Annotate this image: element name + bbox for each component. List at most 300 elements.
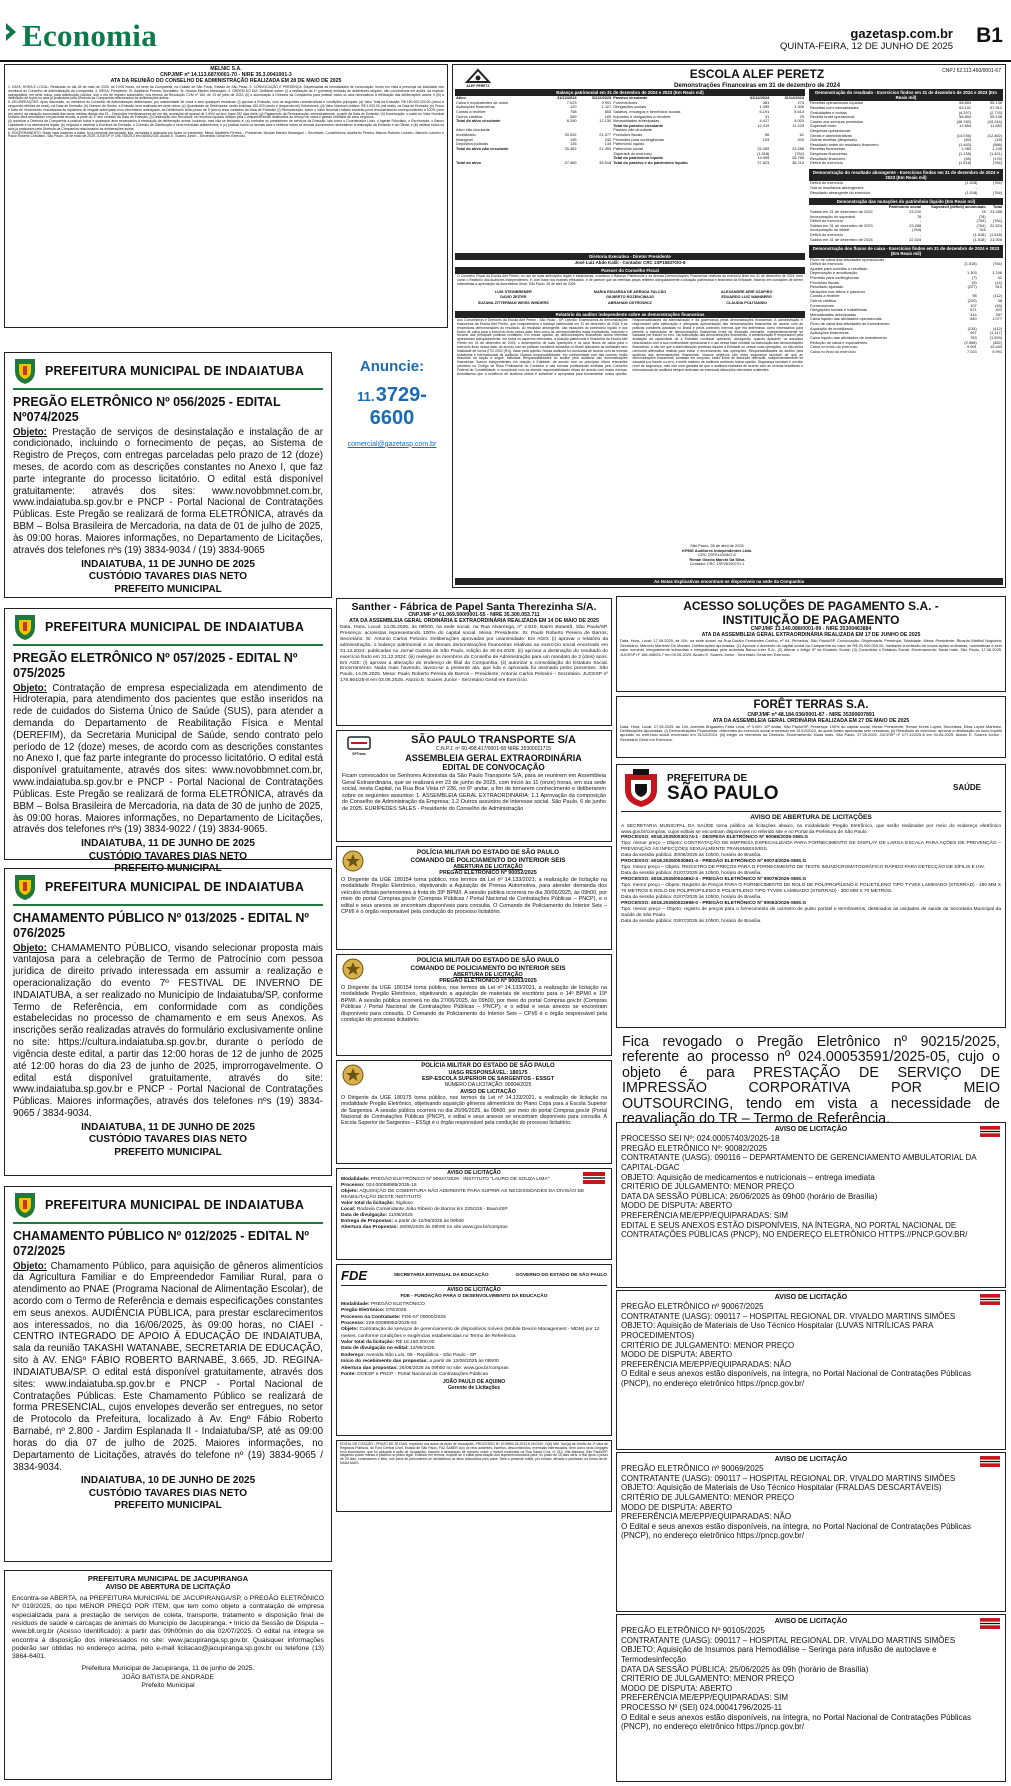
table-cell: - bbox=[1000, 227, 1002, 233]
sp-aviso-line: O Edital e seus anexos estão disponíveis, na íntegra, no Portal Nacional de Contratações Públicas (PNCP), no endereço eletrônico https://pncp.gov.br/ bbox=[621, 1712, 971, 1732]
table-cell: 63.101 bbox=[959, 104, 972, 110]
table-cell: (764) bbox=[992, 189, 1002, 195]
table-cell: 1.305 bbox=[794, 104, 804, 110]
table-cell: 414 bbox=[970, 311, 977, 317]
indaiatuba-pregao-057 bbox=[4, 608, 332, 875]
table-cell: Patrimônio social bbox=[613, 145, 643, 151]
alef-notes-footer: As Notas Explicativas encontram-se disponíveis na sede da Companhia bbox=[455, 578, 1003, 585]
sign-name: CUSTÓDIO TAVARES DIAS NETO bbox=[88, 850, 248, 862]
acesso-title: ACESSO SOLUÇÕES DE PAGAMENTO S.A. - bbox=[683, 599, 939, 613]
table-cell: 78 bbox=[916, 213, 922, 219]
issue-date: QUINTA-FEIRA, 12 DE JUNHO DE 2025 bbox=[780, 41, 953, 52]
anuncie-title: Anuncie: bbox=[359, 358, 425, 375]
pm-sub2: PREGÃO ELETRÔNICO Nº 90053/2025 bbox=[439, 978, 537, 985]
sptrans-logo-icon bbox=[347, 734, 371, 752]
objeto-label: Objeto: bbox=[13, 1260, 47, 1272]
section-chevron-icon bbox=[4, 22, 18, 42]
table-cell: (1.117) bbox=[989, 330, 1002, 336]
alef-dre-table bbox=[809, 101, 1003, 166]
line-value: 12/06/2025 bbox=[408, 1346, 435, 1352]
table-cell: 20.382 bbox=[564, 145, 577, 151]
auditor-sign-line: CRC 2SP014428/O-6 bbox=[698, 552, 736, 558]
sign-date: INDAIATUBA, 11 DE JUNHO DE 2025 bbox=[81, 558, 255, 570]
table-cell: 200 bbox=[797, 136, 804, 142]
table-cell: Total do ativo bbox=[456, 159, 481, 165]
table-cell: 23.288 bbox=[792, 145, 804, 151]
table-cell: Outros créditos bbox=[810, 298, 837, 304]
table-cell: Intangível bbox=[456, 136, 473, 142]
sp-aviso-line: PREFERÊNCIA ME/EPP/EQUIPARADAS: NÃO bbox=[621, 1359, 792, 1369]
line-label: Modalidade: bbox=[341, 1176, 370, 1182]
pm-cpi6-notice-1 bbox=[336, 846, 612, 950]
sp-aviso-title: AVISO DE LICITAÇÃO bbox=[774, 1126, 848, 1133]
auditor-sign-line: Renan Garcia Marchi Da Silva bbox=[689, 556, 745, 562]
anuncie-prefix: 11. bbox=[357, 388, 375, 404]
table-cell: Provisão para contingências bbox=[810, 274, 859, 280]
foret-cnpj: CNPJ/MF nº 48.184.036/0001-87 - NIRE 35300607891 bbox=[747, 711, 875, 718]
table-cell: 1.399 bbox=[759, 104, 770, 110]
pm-title1: POLÍCIA MILITAR DO ESTADO DE SÃO PAULO bbox=[416, 957, 560, 964]
pregao-title: PREGÃO ELETRÔNICO Nº 057/2025 - EDITAL Nº 075/2025 bbox=[13, 651, 298, 680]
pm-title2: UASG RESPONSÁVEL: 180175 bbox=[448, 1070, 528, 1077]
objeto-label: Objeto: bbox=[13, 942, 47, 954]
table-cell: 58.804 bbox=[959, 114, 972, 120]
sign-role: PREFEITO MUNICIPAL bbox=[114, 1500, 222, 1512]
chamamento-title: CHAMAMENTO PÚBLICO Nº 012/2025 - EDITAL Nº 072/2025 bbox=[13, 1229, 309, 1258]
table-cell: 20.052 bbox=[564, 132, 577, 138]
pm-badge-icon bbox=[341, 957, 365, 983]
notice-line bbox=[341, 1225, 607, 1231]
table-cell: 1.117 bbox=[601, 104, 612, 110]
table-cell: Salários, encargos e benefícios sociais bbox=[613, 109, 681, 115]
indaiatuba-pregao-056 bbox=[4, 352, 332, 598]
sp-aviso-line: OBJETO: Aquisição de Insumos para Hemodiálise – Seringa para infusão de autoclave e Termodesinfecção bbox=[621, 1645, 937, 1665]
sign-name: JOÃO BATISTA DE ANDRADE bbox=[122, 1673, 214, 1681]
alef-notice bbox=[452, 64, 1006, 588]
alef-dre-title: Demonstração do resultado - Exercícios findos em 31 de dezembro de 2024 e 2023 (Em Reais mil) bbox=[809, 89, 1003, 101]
table-cell: 38.210 bbox=[792, 159, 804, 165]
chamamento-body: Chamamento Público, para aquisição de gêneros alimentícios da Agricultura Familiar e do Empreendedor Familiar Rural, para o atendimento ao PNAE (Programa Nacional de Alimentação Escolar), de acordo com o Termo de Referência e demais especificações constantes em seus anexos. AUDIÊNCIA PÚBLICA, para prestar esclarecimentos aos interessados, no dia 16/06/2025, às 09:00 horas, no CIAEI - CENTRO INTEGRADO DE APOIO À EDUCAÇÃO DE INDAIATUBA, sala da reunião TAKASHI WATANABE, SECRETARIA DE EDUCAÇÃO, sito à AV. ENGº FÁBIO ROBERTO BARNABÉ, 3.665, JD. REGINA-INDAIATUBA/SP. O edital está disponível gratuitamente, através dos sites: www.indaiatuba.sp.gov.br e PNCP - Portal Nacional de Contratações Públicas. Este Chamamento Público se realizará de forma PRESENCIAL, cujos envelopes deverão ser entregues, no setor de Protocolo da Prefeitura, localizado à Av. Engº Fábio Roberto Barnabé, nº 2.800 - Jardim Esplanada II - Indaiatuba/SP, até as 09:00 horas do dia 07 de julho de 2025. Maiores informações, no Departamento de Licitações, através do telefone nº (19) 3834-9065 / 3834-9034. bbox=[13, 1260, 323, 1473]
sign-date: INDAIATUBA, 10 DE JUNHO DE 2025 bbox=[80, 1475, 256, 1487]
table-cell: Incorporação do déficit bbox=[810, 227, 850, 233]
indaiatuba-chamamento-012 bbox=[4, 1186, 332, 1562]
santher-body: Data, Hora, Local: 14.05.2025, às 09h00, na sede social, na Rua Alvarenga, nº 2.510, Bairro Butantã, São Paulo/SP. Presença: acionistas representando 100% do capital social. Mesa: Presidente: Sr. Paulo Roberto Pereira de Barros; Secretário: Sr. Antonio Carlos Pelosini. Deliberações aprovadas por unanimidade: Em AGO: (i) aprovar o relatório da administração, o balanço patrimonial e as demais demonstrações financeiras relativas ao exercício social encerrado em 31.12.2024, publicadas no Jornal Gazeta de São Paulo, edição de 30.04.2025; (ii) aprovar a destinação do resultado do exercício findo em 31.12.2024; (iii) reeleger os membros do Conselho de Administração para um mandato de 2 (dois) anos. Em AGE: (i) aprovar a alteração do endereço de filial da Companhia; (ii) autorizar a consolidação do Estatuto Social. Encerramento: Nada mais havendo, lavrou-se a presente ata, que lida e aprovada foi assinada pelos presentes. São Paulo, 14.05.2025. Mesa: Paulo Roberto Pereira de Barros – Presidente; Antonio Carlos Pelosini – Secretário. JUCESP nº 176.864/25-8 em 03.06.2025. Aloizio E. Soares Junior - Secretário Geral em Exercício. bbox=[340, 625, 608, 684]
bp-header-cell: Ativo bbox=[456, 95, 466, 101]
table-cell: Outras receitas (despesas) bbox=[810, 137, 857, 143]
sp-aviso-line: OBJETO: Aquisição de medicamentos e nutricionais – entrega imediata bbox=[621, 1172, 875, 1182]
table-cell: (588) bbox=[992, 141, 1002, 147]
header-rule bbox=[0, 60, 1011, 62]
prefsp-item: PROCESSO: 6018.2025/0022698-0 - PREGÃO ELETRÔNICO Nº 90063/2025-SMS.G bbox=[621, 900, 807, 906]
table-cell: Déficit do exercício bbox=[810, 261, 843, 267]
table-cell: (234) bbox=[967, 325, 977, 331]
prefsp-item: Data da sessão pública: 02/07/2025 às 10h00, horário de Brasília. bbox=[621, 894, 762, 900]
indaiatuba-title: PREFEITURA MUNICIPAL DE INDAIATUBA bbox=[45, 1197, 305, 1212]
table-cell: 22.524 bbox=[990, 222, 1002, 228]
line-value: 26/06/2025 às 09h00 no site www.gov.br/compras bbox=[398, 1224, 508, 1230]
site-name[interactable]: gazetasp.com.br bbox=[850, 26, 953, 41]
table-cell: Obrigações sociais bbox=[613, 104, 647, 110]
anuncie-phone[interactable]: 3729-6600 bbox=[369, 383, 427, 430]
sp-aviso-line: OBJETO: Aquisição de Materiais de Uso Técnico Hospitalar (LUVAS NITRÍLICAS PARA PROCEDIMENTOS) bbox=[621, 1321, 933, 1341]
melnic-notice bbox=[4, 64, 448, 328]
table-cell: (48) bbox=[995, 302, 1002, 308]
sign-role: PREFEITO MUNICIPAL bbox=[114, 863, 222, 875]
line-value: DOESP e PNCP - Portal Nacional de Contratações Públicas bbox=[355, 1371, 488, 1377]
table-cell: (764) bbox=[992, 180, 1002, 186]
table-cell: Superávit bruto bbox=[810, 123, 837, 129]
table-cell: Saldos em 31 de dezembro de 2022 bbox=[810, 208, 873, 214]
prefeitura-sp-saude-notice bbox=[616, 764, 1006, 1028]
melnic-title: ATA DA REUNIÃO DO CONSELHO DE ADMINISTRAÇÃO REALIZADA EM 28 DE MAIO DE 2025 bbox=[110, 77, 342, 84]
sptrans-cnpj: C.N.P.J. nº 60.498.417/0001-58 NIRE 35300011715 bbox=[435, 745, 552, 752]
table-cell: Custos dos serviços prestados bbox=[810, 118, 863, 124]
alef-board-title: Diretoria Executiva - Diretor Presidente bbox=[455, 253, 805, 260]
table-cell: Déficit do exercício bbox=[810, 218, 843, 224]
sp-government-logo-icon bbox=[980, 1456, 1000, 1467]
table-cell: 169 bbox=[604, 113, 612, 119]
table-cell: Incorporação do superávit bbox=[810, 213, 855, 219]
alef-report-title: Parecer do Conselho Fiscal bbox=[455, 267, 805, 274]
table-cell: (55) bbox=[964, 155, 972, 161]
prefsp-dept: SAÚDE bbox=[952, 783, 981, 793]
table-cell: (1.518) bbox=[964, 261, 977, 267]
sp-city-crest-icon bbox=[621, 768, 661, 808]
section-title: Economia bbox=[22, 18, 158, 53]
table-cell: 61 bbox=[799, 132, 804, 138]
table-cell: 6.191 bbox=[759, 109, 770, 115]
santher-title: Santher - Fábrica de Papel Santa Therezinha S/A. bbox=[351, 601, 597, 613]
table-cell: 758 bbox=[570, 109, 577, 115]
signer-name: ABRAHAM OSTROWICZ bbox=[608, 300, 652, 305]
table-cell: (18) bbox=[995, 137, 1002, 143]
table-cell: 57.912 bbox=[990, 104, 1002, 110]
table-cell: Mensalidades antecipadas bbox=[810, 311, 857, 317]
objeto-label: Objeto: bbox=[13, 426, 47, 438]
anuncie-email[interactable]: comercial@gazetasp.com.br bbox=[347, 440, 437, 448]
table-cell: 14.995 bbox=[757, 155, 770, 161]
pm-sub1: ABERTURA DE LICITAÇÃO bbox=[453, 972, 523, 979]
table-cell: (1.529) bbox=[989, 334, 1002, 340]
fde-org1: SECRETARIA ESTADUAL DA EDUCAÇÃO bbox=[393, 1272, 489, 1278]
table-cell: Caixa no final do exercício bbox=[810, 348, 856, 354]
sp-aviso-box bbox=[616, 1614, 1006, 1782]
line-label: Fonte: bbox=[341, 1371, 356, 1377]
table-cell: 12.654 bbox=[959, 123, 972, 129]
alef-logo bbox=[457, 68, 499, 89]
table-cell: Caixa e equivalentes de caixa bbox=[456, 99, 508, 105]
table-cell: (78) bbox=[978, 213, 986, 219]
acesso-notice bbox=[616, 596, 1006, 692]
prefsp-item: Tipo: menor preço – Objeto: REGISTRO DE PREÇOS PARA O FORNECIMENTO DE TESTE IMUNOCROMATOGRÁFICO RÁPIDO PARA DETECÇÃO DE SÍFILIS E HIV. bbox=[621, 865, 986, 871]
indaiatuba-crest-icon bbox=[13, 357, 37, 385]
bp-header-cell: Passivo circulante bbox=[613, 95, 648, 101]
sp-aviso-box bbox=[616, 1452, 1006, 1612]
table-cell: - bbox=[1000, 213, 1002, 219]
table-cell: Provisões fiscais bbox=[810, 279, 839, 285]
lauro-title: AVISO DE LICITAÇÃO bbox=[447, 1170, 501, 1176]
sign-role: PREFEITO MUNICIPAL bbox=[114, 583, 222, 595]
table-cell: (1.518) bbox=[958, 160, 972, 166]
alef-doc-title: Demonstrações Financeiras em 31 de dezembro de 2024 bbox=[673, 82, 841, 90]
pm-title3: ESP-ESCOLA SUPERIOR DE SARGENTOS - ESSGT bbox=[421, 1076, 555, 1083]
table-cell: 193 bbox=[762, 136, 770, 142]
table-cell: 510 bbox=[995, 284, 1002, 290]
indaiatuba-crest-icon bbox=[13, 1191, 37, 1219]
table-cell: Fluxo de caixa das atividades de investimento bbox=[810, 321, 890, 327]
fde-lines bbox=[341, 1302, 607, 1379]
table-cell: 24.269 bbox=[757, 145, 770, 151]
table-cell: 1.303 bbox=[966, 270, 977, 276]
table-cell: (764) bbox=[912, 227, 922, 233]
table-cell: Resultado abrangente do exercício bbox=[810, 189, 871, 195]
prefsp-item: A SECRETARIA MUNICIPAL DA SAÚDE torna público as licitações abaixo, na modalidade Pregão Eletrônico, que serão realizadas por meio do endereço eletrônico www.gov.br/compras, cujos editais se encontram disponíveis no referido site e no Portal da Prefeitura de São Paulo. bbox=[621, 823, 1001, 835]
pm-sub1: NÚMERO DA LICITAÇÃO: 90004/2025 bbox=[444, 1081, 532, 1088]
table-cell: (2.776) bbox=[989, 109, 1002, 115]
sp-aviso-line: DATA DA SESSÃO PÚBLICA: 25/06/2025 às 09h (horário de Brasília) bbox=[621, 1664, 869, 1674]
pm-title2: COMANDO DE POLICIAMENTO DO INTERIOR SEIS bbox=[410, 856, 566, 864]
table-cell: Total do passivo circulante bbox=[613, 122, 664, 128]
table-cell: 9.991 bbox=[601, 99, 612, 105]
line-label: Data de divulgação: bbox=[341, 1212, 388, 1218]
sp-aviso-line: OBJETO: Aquisição de Materiais de Uso Técnico Hospitalar (FRALDAS DESCARTÁVEIS) bbox=[621, 1483, 942, 1493]
table-cell: 26.766 bbox=[792, 155, 804, 161]
sp-aviso-line: CONTRATANTE (UASG): 090117 – HOSPITAL REGIONAL DR. VIVALDO MARTINS SIMÕES bbox=[621, 1635, 956, 1645]
indaiatuba-crest-icon bbox=[13, 873, 37, 901]
table-cell: Fluxo de caixa das atividades operacionais bbox=[810, 256, 885, 262]
table-cell: 1.245 bbox=[992, 146, 1002, 152]
line-label: Local: bbox=[341, 1206, 356, 1212]
signer-name: CLAUDIA POLITANSKI bbox=[726, 300, 768, 305]
table-cell: (1.138) bbox=[958, 151, 972, 157]
sp-aviso-line: CRITÉRIO DE JULGAMENTO: MENOR PREÇO bbox=[621, 1674, 795, 1684]
pm-sub2: AVISO DE LICITAÇÃO bbox=[460, 1088, 516, 1095]
table-cell: Déficit do exercício bbox=[810, 180, 843, 186]
sp-aviso-line: EDITAL E SEUS ANEXOS ESTÃO DISPONÍVEIS, NA ÍNTEGRA, NO PORTAL NACIONAL DE CONTRATAÇÕES PÚBLICAS (PNCP), NO ENDEREÇO ELETRÔNICO HTTPS://PNCP.GOV.BR/ bbox=[621, 1220, 968, 1240]
table-cell: (5) bbox=[971, 279, 977, 285]
sp-aviso-line: PREFERÊNCIA ME/EPP/EQUIPARADAS: NÃO bbox=[621, 1512, 792, 1522]
notice-line bbox=[341, 1372, 607, 1378]
santher-cnpj: CNPJ/MF nº 61.069.500/0001-55 - NIRE 35.300.053.711 bbox=[408, 612, 540, 619]
table-cell: (1.518) bbox=[965, 180, 978, 186]
table-cell: (43.244) bbox=[987, 118, 1002, 124]
alef-dra-title: Demonstração do resultado abrangente - Exercícios findos em 31 de dezembro de 2024 e 2023 (Em Reais mil) bbox=[809, 169, 1003, 181]
line-value: PREGÃO ELETRÔNICO Nº 90047/2025 - INSTITUTO "LAURO DE SOUZA LIMA" bbox=[369, 1176, 550, 1182]
table-cell: Saldos em 31 de dezembro de 2023 bbox=[810, 222, 873, 228]
line-value: AQUISIÇÃO DE COBERTURA NÃO ADERENTE PARA SUPRIR AS NECESSIDADES DA DIVISÃO DE REABILITAÇÃO DESTE INSTITUTO bbox=[341, 1188, 585, 1200]
alef-auditor-text: Aos Conselheiros e Diretores da Escola Alef Peretz - São Paulo - SP. Opinião: Examinamos as demonstrações financeiras da Escola Alef Peretz, que compreendem o balanço patrimonial em 31 de dezembro de 2024 e as respectivas demonstrações do resultado, do resultado abrangente, das mutações do patrimônio líquido e dos fluxos de caixa para o exercício findo nessa data, bem como as correspondentes notas explicativas, incluindo o resumo das principais políticas contábeis. Em nossa opinião, as demonstrações financeiras acima referidas apresentam adequadamente, em todos os aspectos relevantes, a posição patrimonial e financeira da Escola Alef Peretz em 31 de dezembro de 2024, o desempenho de suas operações e os seus fluxos de caixa para o exercício findo nessa data, de acordo com as práticas contábeis adotadas no Brasil aplicáveis às entidades sem finalidade de lucros (ITG 2002 (R1)). Base para opinião: Nossa auditoria foi conduzida de acordo com as normas brasileiras e internacionais de auditoria. Nossas responsabilidades, em conformidade com tais normas, estão descritas na seção a seguir, intitulada Responsabilidades do auditor pela auditoria das demonstrações financeiras. Somos independentes em relação à Entidade, de acordo com os princípios éticos relevantes previstos no Código de Ética Profissional do Contador e nas normas profissionais emitidas pelo Conselho Federal de Contabilidade, e cumprimos com as demais responsabilidades éticas de acordo com essas normas. Acreditamos que a evidência de auditoria obtida é suficiente e apropriada para fundamentar nossa opinião. Responsabilidades da administração e da governança pelas demonstrações financeiras: A administração é responsável pela elaboração e adequada apresentação das demonstrações financeiras de acordo com as práticas contábeis adotadas no Brasil e pelos controles internos que ela determinou como necessários para permitir a elaboração de demonstrações financeiras livres de distorção relevante, independentemente se causada por fraude ou erro. Na elaboração das demonstrações financeiras, a administração é responsável pela avaliação da capacidade de a Entidade continuar operando, divulgando, quando aplicável, os assuntos relacionados com a sua continuidade operacional e o uso dessa base contábil na elaboração das demonstrações financeiras, a não ser que a administração pretenda liquidar a Entidade ou cessar suas operações, ou não tenha nenhuma alternativa realista para evitar o encerramento das operações. Responsabilidades do auditor pela auditoria das demonstrações financeiras: Nossos objetivos são obter segurança razoável de que as demonstrações financeiras, tomadas em conjunto, estão livres de distorção relevante, independentemente se causada por fraude ou erro, e emitir relatório de auditoria contendo nossa opinião. Segurança razoável é um alto nível de segurança, mas não uma garantia de que a auditoria realizada de acordo com as normas brasileiras e internacionais de auditoria sempre detectam as eventuais distorções relevantes existentes. bbox=[457, 318, 803, 376]
table-cell: - bbox=[976, 184, 978, 190]
table-cell: Contas a receber bbox=[456, 109, 486, 115]
prefsp-item: Data da sessão pública: 30/06/2025 às 10h00, horário de Brasília. bbox=[621, 853, 762, 859]
table-cell: 1.246 bbox=[992, 270, 1002, 276]
table-cell: 23.288 bbox=[990, 208, 1002, 214]
alef-auditor-sign bbox=[631, 544, 803, 567]
table-cell: Outros resultados abrangentes bbox=[810, 184, 864, 190]
pm-cpi6-notice-2 bbox=[336, 954, 612, 1056]
line-label: Processo na Contratante: bbox=[341, 1314, 401, 1320]
table-cell: (220) bbox=[967, 298, 977, 304]
table-cell: Aplicações financeiras bbox=[456, 104, 495, 110]
table-cell: 1.083 bbox=[961, 146, 972, 152]
pm-body: O Dirigente da UGE 180154 torna público, nos termos da Lei nº 14.133/2021, a realização de licitação na modalidade Pregão Eletrônico, objetivando a aquisição de materiais de escritório para o 14º BPM/I e 19º BPM/I. A sessão pública ocorrerá no dia 27/06/2025, às 09h00, por meio do portal Compras.gov.br (Compras Públicas / Portal Nacional de Contratações Públicas – PNCP), e o edital e seus anexos se encontram disponíveis para consulta. O Comando de Policiamento do Interior Seis – CPI/6 é o órgão responsável pela condução do processo licitatório. bbox=[341, 984, 607, 1024]
table-cell: 7.023 bbox=[966, 348, 977, 354]
table-cell: Receitas com mensalidades bbox=[810, 104, 859, 110]
alef-cnpj: CNPJ 62.113.460/0001-67 bbox=[942, 68, 1001, 74]
sp-aviso-line: CONTRATANTE (UASG): 090117 – HOSPITAL REGIONAL DR. VIVALDO MARTINS SIMÕES bbox=[621, 1473, 956, 1483]
table-cell: 9.991 bbox=[966, 344, 977, 350]
fde-org2: GOVERNO DO ESTADO DE SÃO PAULO bbox=[515, 1272, 607, 1278]
melnic-p4: 6. ENCERRAMENTO: Nada mais havendo a tratar, foi a presente ata lavrada, lida, aprovada e assinada por todos os presentes. Mesa: Adalberto Pereira – Presidente; Nicolas Martins Marangoni – Secretário. Conselheiros: Adalberto Pereira, Marcos Roberto Loureiro, Marcelo Loureiro e Paulo Roberto Cristófaro. São Paulo, 28 de maio de 2025. JUCESP nº 198.745/25-3 em 06/06/2025. Aloizio E. Soares Junior – Secretário Geral em Exercício. bbox=[8, 130, 444, 139]
table-cell: 11.892 bbox=[990, 123, 1002, 129]
table-cell: Caixa no início do exercício bbox=[810, 344, 858, 350]
auditor-sign-line: KPMG Auditores Independentes Ltda. bbox=[682, 547, 752, 553]
line-value: a partir de 12/06/2025 às 09h00 bbox=[393, 1218, 464, 1224]
foret-notice bbox=[616, 696, 1006, 758]
table-cell: Aquisição de imobilizado bbox=[810, 325, 853, 331]
table-cell: 107 bbox=[970, 302, 977, 308]
table-cell: Caixa líquido das atividades operacionais bbox=[810, 316, 882, 322]
table-cell: Déficit do exercício bbox=[810, 160, 843, 166]
fde-sub: FDE - FUNDAÇÃO PARA O DESENVOLVIMENTO DA EDUCAÇÃO bbox=[400, 1294, 548, 1300]
sptrans-body: Ficam convocados os Senhores Acionistas da São Paulo Transporte S/A, para se reunirem em Assembleia Geral Extraordinária, que se realizará em 23 de junho de 2025, com início às 11 (onze) horas, em sua sede social, nesta Capital, na Rua Boa Vista nº 236, no 6º andar, a fim de tomarem conhecimento e deliberarem sobre os seguintes assuntos: 1. ASSEMBLEIA GERAL EXTRAORDINÁRIA: 1.1 Aprovação da composição do Conselho de Administração da Empresa; 1.2 Outros assuntos de interesse social. São Paulo, 6 de junho de 2025. EURÍPEDES SALES - Presidente do Conselho de Administração bbox=[342, 772, 606, 812]
alef-name: ESCOLA ALEF PERETZ bbox=[689, 67, 825, 81]
fde-sign-role: Gerente de Licitações bbox=[448, 1385, 500, 1392]
pm-title1: POLÍCIA MILITAR DO ESTADO DE SÃO PAULO bbox=[416, 849, 560, 856]
table-cell: Aplicações financeiras bbox=[810, 330, 849, 336]
table-cell: Total do ativo não circulante bbox=[456, 145, 509, 151]
sp-aviso-line: PROCESSO SEI Nº: 024.00057403/2025-18 bbox=[621, 1134, 780, 1144]
table-cell: Despesas financeiras bbox=[810, 151, 848, 157]
foret-sub: ATA DA ASSEMBLEIA GERAL ORDINÁRIA REALIZADA EM 27 DE MAIO DE 2025 bbox=[712, 717, 910, 724]
dmpl-header-cell: Patrimônio social bbox=[888, 204, 922, 210]
table-cell: 287 bbox=[995, 311, 1002, 317]
line-label: Abertura das propostas: bbox=[341, 1365, 398, 1371]
prefsp-item: PROCESSO: 6018.2025/0030174-1 - DESPESA ELETRÔNICO Nº 90068/2025-SMS.G bbox=[621, 835, 809, 841]
table-cell: 38 bbox=[997, 298, 1002, 304]
pm-sub1: ABERTURA DE LICITAÇÃO bbox=[453, 864, 523, 871]
table-cell: 12.419 bbox=[757, 122, 770, 128]
table-cell: 671 bbox=[970, 307, 977, 313]
sign-role: Prefeito Municipal bbox=[141, 1682, 195, 1690]
signer-name: MARIA EDUARDA DE ARRUDA FALCÃO bbox=[593, 289, 667, 294]
sign-name: CUSTÓDIO TAVARES DIAS NETO bbox=[88, 1134, 248, 1146]
line-label: Objeto: bbox=[341, 1327, 359, 1333]
sp-aviso-title: AVISO DE LICITAÇÃO bbox=[774, 1294, 848, 1301]
auditor-sign-line: São Paulo, 28 de abril de 2025 bbox=[690, 542, 744, 548]
fde-sign-name: JOÃO PAULO DE AQUINO bbox=[442, 1379, 506, 1386]
prefsp-item: PROCESSO: 6018.2025/0030861-4 - PREGÃO ELETRÔNICO Nº 90074/2025-SMS.G bbox=[621, 859, 807, 865]
jacupiranga-body: Encontra-se ABERTA, na PREFEITURA MUNICIPAL DE JACUPIRANGA/SP, o PREGÃO ELETRÔNICO Nº 019/2025, do tipo MENOR PREÇO POR ITEM, que tem como objeto a contratação de empresa especializada para a prestação de serviços de coleta, transporte, tratamento e disposição final de resíduos de saúde e carcaças de animais do Município de Jacupiranga. • Início da Sessão de Disputa – www.bll.org.br (Acesso Identificado): a partir das 09h00min do dia 02/07/2025. O edital na íntegra se encontra à disposição dos interessados no site: www.jacupiranga.sp.gov.br. Quaisquer informações poderão ser obtidas no endereço acima, pelo e-mail licitacao@jacupiranga.sp.gov.br ou telefone (13) 3864-6401. bbox=[12, 1595, 324, 1661]
sp-aviso-line: O Edital e seus anexos estão disponíveis, na íntegra, no Portal Nacional de Contratações Públicas (PNCP), no endereço eletrônico https://pncp.gov.br/ bbox=[621, 1369, 971, 1388]
melnic-cnpj: CNPJ/MF nº 14.113.687/0001-70 - NIRE 35.3.0041001-3 bbox=[160, 71, 292, 78]
table-cell: Ativo não circulante bbox=[456, 127, 490, 133]
table-cell: 763 bbox=[970, 334, 977, 340]
notice-line bbox=[341, 1327, 607, 1340]
revogado-notice bbox=[616, 1032, 1006, 1128]
line-label: Abertura das Propostas: bbox=[341, 1224, 399, 1230]
sptrans-notice bbox=[336, 730, 612, 842]
sp-aviso-title: AVISO DE LICITAÇÃO bbox=[774, 1456, 848, 1463]
table-cell: Total do ativo circulante bbox=[456, 118, 501, 124]
acesso-cnpj: CNPJ/MF 13.140.088/0001-99 - NIRE 35300463884 bbox=[750, 626, 872, 633]
table-cell: Receita bruta operacional bbox=[810, 114, 855, 120]
chamamento-body: CHAMAMENTO PÚBLICO, visando selecionar proposta mais vantajosa para a celebração de Termo de Patrocínio com pessoa jurídica de direito privado interessada em assumir a realização e operacionalização do evento 7º FESTIVAL DE INVERNO DE INDAIATUBA, a ser realizado no Município de Indaiatuba/SP, conforme Termo de Referência, em conformidade com as condições estabelecidas no processo de chamamento e em seus Anexos. As inscrições serão realizadas através do formulário exclusivamente online no site: https://cultura.indaiatuba.sp.gov.br, durante o período de vigência deste edital, a partir das 12:00 horas de 12 de junho de 2025 até 12:00 horas do dia 23 de junho de 2025, improrrogavelmente. O edital está disponível gratuitamente, através do site: www.indaiatuba.sp.gov.br e PNCP - Portal Nacional de Contratações Públicas. Maiores informações, através dos telefones nºs (19) 3834-9065 / 3834-9034. bbox=[13, 942, 323, 1120]
line-label: Objeto: bbox=[341, 1188, 359, 1194]
table-cell: (2.968) bbox=[964, 339, 977, 345]
table-cell: 10.443 bbox=[990, 344, 1002, 350]
line-label: Processo: bbox=[341, 1320, 365, 1326]
alef-bp-title: Balanço patrimonial em 31 de dezembro de 2024 e 2023 (Em Reais mil) bbox=[455, 89, 805, 96]
fde-logo: FDE bbox=[341, 1268, 367, 1283]
table-cell: 55.136 bbox=[990, 100, 1002, 106]
jacupiranga-notice bbox=[4, 1570, 332, 1780]
alef-logo-text: ALEF PERETZ bbox=[466, 84, 490, 89]
jacupiranga-title: PREFEITURA MUNICIPAL DE JACUPIRANGA bbox=[87, 1574, 249, 1583]
table-cell: (14.035) bbox=[956, 132, 972, 138]
alef-signers bbox=[455, 288, 805, 307]
indaiatuba-title: PREFEITURA MUNICIPAL DE INDAIATUBA bbox=[45, 879, 305, 894]
table-cell: (1.518) bbox=[965, 189, 978, 195]
sp-aviso-line: PROCESSO Nº (SEI) 024.00041796/2025-11 bbox=[621, 1703, 783, 1712]
table-cell: Provisões para contingências bbox=[613, 136, 665, 142]
sign-date: INDAIATUBA, 11 DE JUNHO DE 2025 bbox=[81, 838, 255, 850]
table-cell: (46.150) bbox=[956, 118, 972, 124]
table-cell: Redução de caixa e equivalentes bbox=[810, 339, 868, 345]
dmpl-header-cell: Superávit (déficit) acumulado bbox=[931, 204, 986, 210]
line-label: Data de divulgação no edital: bbox=[341, 1346, 409, 1352]
prefsp-name: SÃO PAULO bbox=[667, 783, 779, 805]
table-cell: 23.288 bbox=[909, 222, 922, 228]
table-cell: Receitas financeiras bbox=[810, 146, 846, 152]
table-cell: (1.518) bbox=[973, 231, 986, 237]
alef-dmpl-title: Demonstração das mutações do patrimônio líquido (Em Reais mil) bbox=[809, 198, 1003, 205]
pm-badge-icon bbox=[341, 849, 365, 875]
signer-name: ALEXANDRE ARIÉ SZAPIRO bbox=[720, 289, 773, 294]
line-value: Contratação de serviços de gerenciamento de dispositivos móveis (Mobile Device Management - MDM) por 12 meses, conforme condições e exigências estabelecidas no Termo de Referência. bbox=[341, 1327, 600, 1339]
fde-notice bbox=[336, 1264, 612, 1436]
prefsp-prefix: PREFEITURA DE bbox=[667, 772, 748, 784]
table-cell: 55.136 bbox=[990, 114, 1002, 120]
table-cell: 56 bbox=[764, 132, 770, 138]
alef-board-name: José Luiz Abdo Kalili - Contador CRC 1SP158370/O-8 bbox=[574, 260, 686, 266]
sptrans-sub1: ASSEMBLEIA GERAL EXTRAORDINÁRIA bbox=[405, 752, 582, 763]
table-cell: - bbox=[919, 231, 922, 237]
table-cell: 27.489 bbox=[564, 159, 577, 165]
line-value: Avenida São Luís, 99 - República - São Paulo - SP bbox=[364, 1352, 477, 1358]
prefsp-item: Data da sessão pública: 03/07/2025 às 10h00, horário de Brasília. bbox=[621, 918, 762, 924]
table-cell: 9.991 bbox=[992, 348, 1002, 354]
bp-header-cell: 31/12/2023 bbox=[784, 95, 804, 101]
table-cell: Fornecedores bbox=[613, 99, 638, 105]
page-number: B1 bbox=[976, 24, 1003, 47]
sp-government-logo-icon bbox=[980, 1618, 1000, 1629]
table-cell: 8.290 bbox=[566, 118, 577, 124]
sign-date: Prefeitura Municipal de Jacupiranga, 11 de junho de 2025. bbox=[81, 1665, 255, 1673]
table-cell: (176) bbox=[992, 155, 1002, 161]
table-cell: Patrimônio líquido bbox=[613, 141, 645, 147]
table-cell: Saldos em 31 de dezembro de 2024 bbox=[810, 236, 873, 242]
signer-name: GILBERTO ROZENCWAJG bbox=[606, 295, 654, 300]
table-cell: 42 bbox=[997, 274, 1002, 280]
table-cell: 5.614 bbox=[794, 109, 804, 115]
table-cell: 195 bbox=[570, 136, 577, 142]
sp-aviso-box bbox=[616, 1122, 1006, 1288]
table-cell: 29 bbox=[799, 113, 804, 119]
sp-government-logo-icon bbox=[980, 1126, 1000, 1137]
table-cell: 242 bbox=[604, 136, 612, 142]
sign-name: CUSTÓDIO TAVARES DIAS NETO bbox=[88, 1487, 248, 1499]
